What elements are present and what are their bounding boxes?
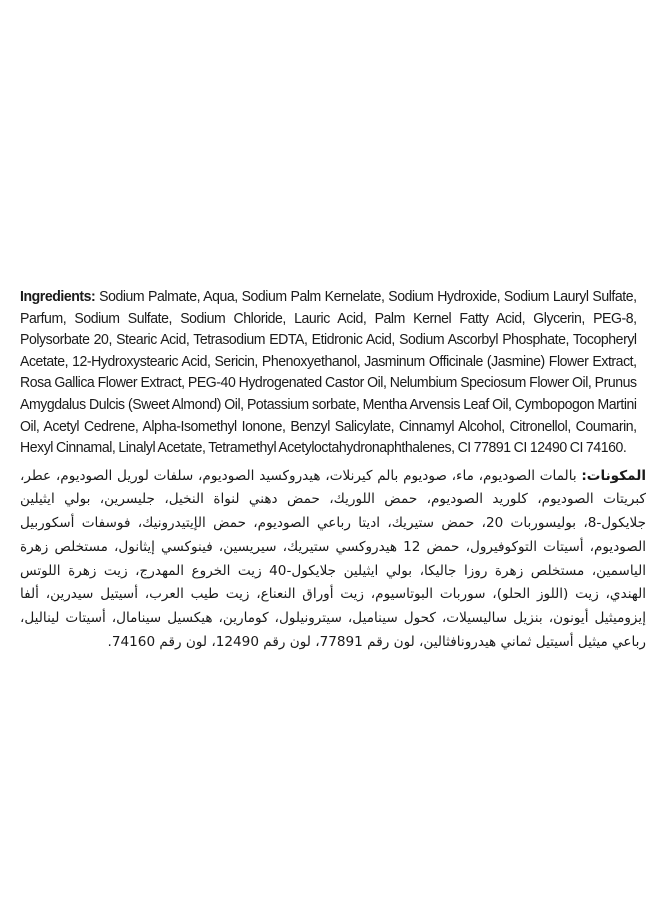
- arabic-ingredients-paragraph: [20, 465, 646, 655]
- english-ingredients-text: Sodium Palmate, Aqua, Sodium Palm Kernelate, Sodium Hydroxide, Sodium Lauryl Sulfate, Parfum, Sodium Sulfate, Sodium Chloride, Lauric Acid, Palm Kernel Fatty Acid, Glycerin, PEG-8, Polysorbate 20, Stearic Acid, Tetrasodium EDTA, Etidronic Acid, Sodium Ascorbyl Phosphate, Tocopheryl Acetate, 12-Hydroxystearic Acid, Sericin, Phenoxyethanol, Jasminum Officinale (Jasmine) Flower Extract, Rosa Gallica Flower Extract, PEG-40 Hydrogenated Castor Oil, Nelumbium Speciosum Flower Oil, Prunus Amygdalus Dulcis (Sweet Almond) Oil, Potassium sorbate, Mentha Arvensis Leaf Oil, Cymbopogon Martini Oil, Acetyl Cedrene, Alpha-Isomethyl Ionone, Benzyl Salicylate, Cinnamyl Alcohol, Citronellol, Coumarin, Hexyl Cinnamal, Linalyl Acetate, Tetramethyl Acetyloctahydronaphthalenes, CI 77891 CI 12490 CI 74160.: [20, 289, 637, 457]
- english-ingredients-paragraph: [20, 287, 637, 460]
- english-ingredients-heading: Ingredients:: [20, 289, 96, 305]
- ingredients-label: [20, 287, 646, 654]
- arabic-ingredients-heading: المكونات:: [581, 467, 646, 484]
- arabic-ingredients-text: بالمات الصوديوم، ماء، صوديوم بالم كيرنلات، هيدروكسيد الصوديوم، سلفات لوريل الصوديوم، عطر، كبريتات الصوديوم، كلوريد الصوديوم، حمض اللوريك، حمض دهني لنواة النخيل، جليسرين، بولي ايثيلين جلايكول-8، بوليسوربات 20، حمض ستيريك، اديتا رباعي الصوديوم، حمض الإيتيدرونيك، فوسفات أسكوربيل الصوديوم، أسيتات التوكوفيرول، حمض 12 هيدروكسي ستيريك، سيريسين، فينوكسي إيثانول، مستخلص زهرة الياسمين، مستخلص زهرة روزا جاليكا، بولي ايثيلين جلايكول-40 زيت الخروع المهدرج، زيت زهرة اللوتس الهندي، زيت (اللوز الحلو)، سوربات البوتاسيوم، زيت أوراق النعناع، زيت طيب العرب، أسيتيل سيدرين، ألفا إيزوميثيل أيونون، بنزيل ساليسيلات، كحول سيناميل، سيترونيلول، كومارين، هيكسيل سينامال، أسيتات ليناليل، رباعي ميثيل أسيتيل ثماني هيدرونافثالين، لون رقم 77891، لون رقم 12490، لون رقم 74160.: [20, 467, 646, 650]
